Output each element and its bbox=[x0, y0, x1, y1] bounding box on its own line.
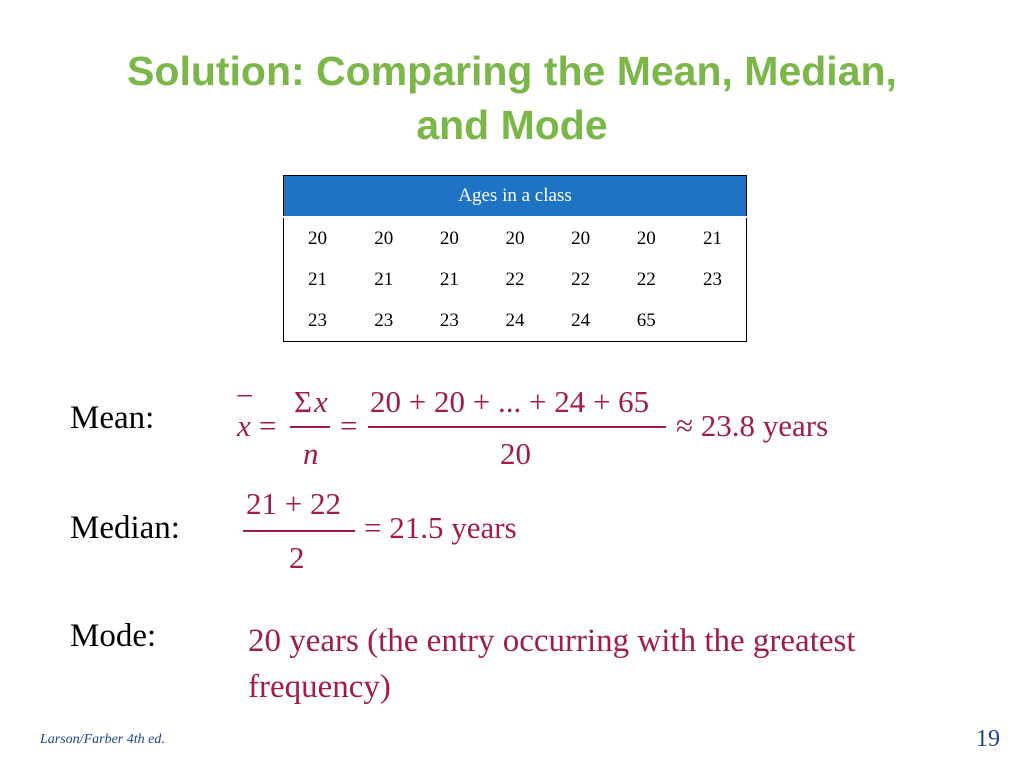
median-fraction-line bbox=[243, 530, 355, 532]
table-cell: 23 bbox=[374, 309, 394, 331]
mean-denominator: 20 bbox=[500, 436, 531, 471]
page-number: 19 bbox=[976, 726, 1000, 752]
table-row bbox=[284, 259, 747, 300]
mean-numerator: 20 + 20 + ... + 24 + 65 bbox=[370, 384, 650, 419]
slide-title bbox=[0, 44, 1024, 152]
ages-table bbox=[283, 175, 747, 342]
table-cell bbox=[679, 300, 746, 342]
median-label: Median: bbox=[70, 510, 180, 546]
slide-title-line-2: and Mode bbox=[416, 102, 608, 148]
table-cell: 23 bbox=[307, 309, 327, 331]
table-row bbox=[284, 300, 747, 342]
mean-fraction-line-2 bbox=[368, 426, 666, 428]
table-row bbox=[284, 217, 747, 259]
table-cell: 22 bbox=[571, 268, 591, 290]
mean-label: Mean: bbox=[70, 400, 155, 436]
table-cell: 20 bbox=[505, 227, 525, 249]
mean-xbar: x bbox=[237, 408, 251, 443]
table-cell: 22 bbox=[636, 268, 656, 290]
table-cell: 21 bbox=[307, 268, 327, 290]
table-cell: 21 bbox=[374, 268, 394, 290]
mean-result: ≈ 23.8 years bbox=[676, 408, 829, 443]
table-cell: 24 bbox=[505, 309, 525, 331]
table-cell: 20 bbox=[571, 227, 591, 249]
mode-label: Mode: bbox=[70, 618, 157, 654]
mean-equals-1: = bbox=[259, 408, 277, 443]
median-numerator: 21 + 22 bbox=[246, 486, 341, 521]
mean-sum-symbol: Σ bbox=[294, 384, 313, 419]
table-cell: 65 bbox=[636, 309, 656, 331]
table-cell: 21 bbox=[703, 227, 723, 249]
table-cell: 24 bbox=[571, 309, 591, 331]
ages-table-header: Ages in a class bbox=[284, 176, 747, 218]
mean-n: n bbox=[303, 436, 319, 471]
table-cell: 20 bbox=[636, 227, 656, 249]
table-cell: 20 bbox=[374, 227, 394, 249]
table-cell: 22 bbox=[505, 268, 525, 290]
table-cell: 20 bbox=[439, 227, 459, 249]
mean-bar-symbol: − bbox=[236, 378, 254, 413]
ages-table-header-row bbox=[284, 176, 747, 218]
table-cell: 20 bbox=[307, 227, 327, 249]
mean-fraction-line-1 bbox=[290, 426, 330, 428]
mean-sum-variable: x bbox=[314, 384, 328, 419]
footer-source: Larson/Farber 4th ed. bbox=[40, 732, 165, 747]
table-cell: 21 bbox=[439, 268, 459, 290]
mode-result: 20 years (the entry occurring with the greatest frequency) bbox=[248, 623, 856, 705]
mean-equals-2: = bbox=[340, 408, 358, 443]
slide-title-line-1: Solution: Comparing the Mean, Median, bbox=[127, 48, 897, 94]
table-cell: 23 bbox=[703, 268, 723, 290]
table-cell: 23 bbox=[439, 309, 459, 331]
median-result: = 21.5 years bbox=[364, 510, 517, 545]
median-denominator: 2 bbox=[289, 540, 305, 575]
